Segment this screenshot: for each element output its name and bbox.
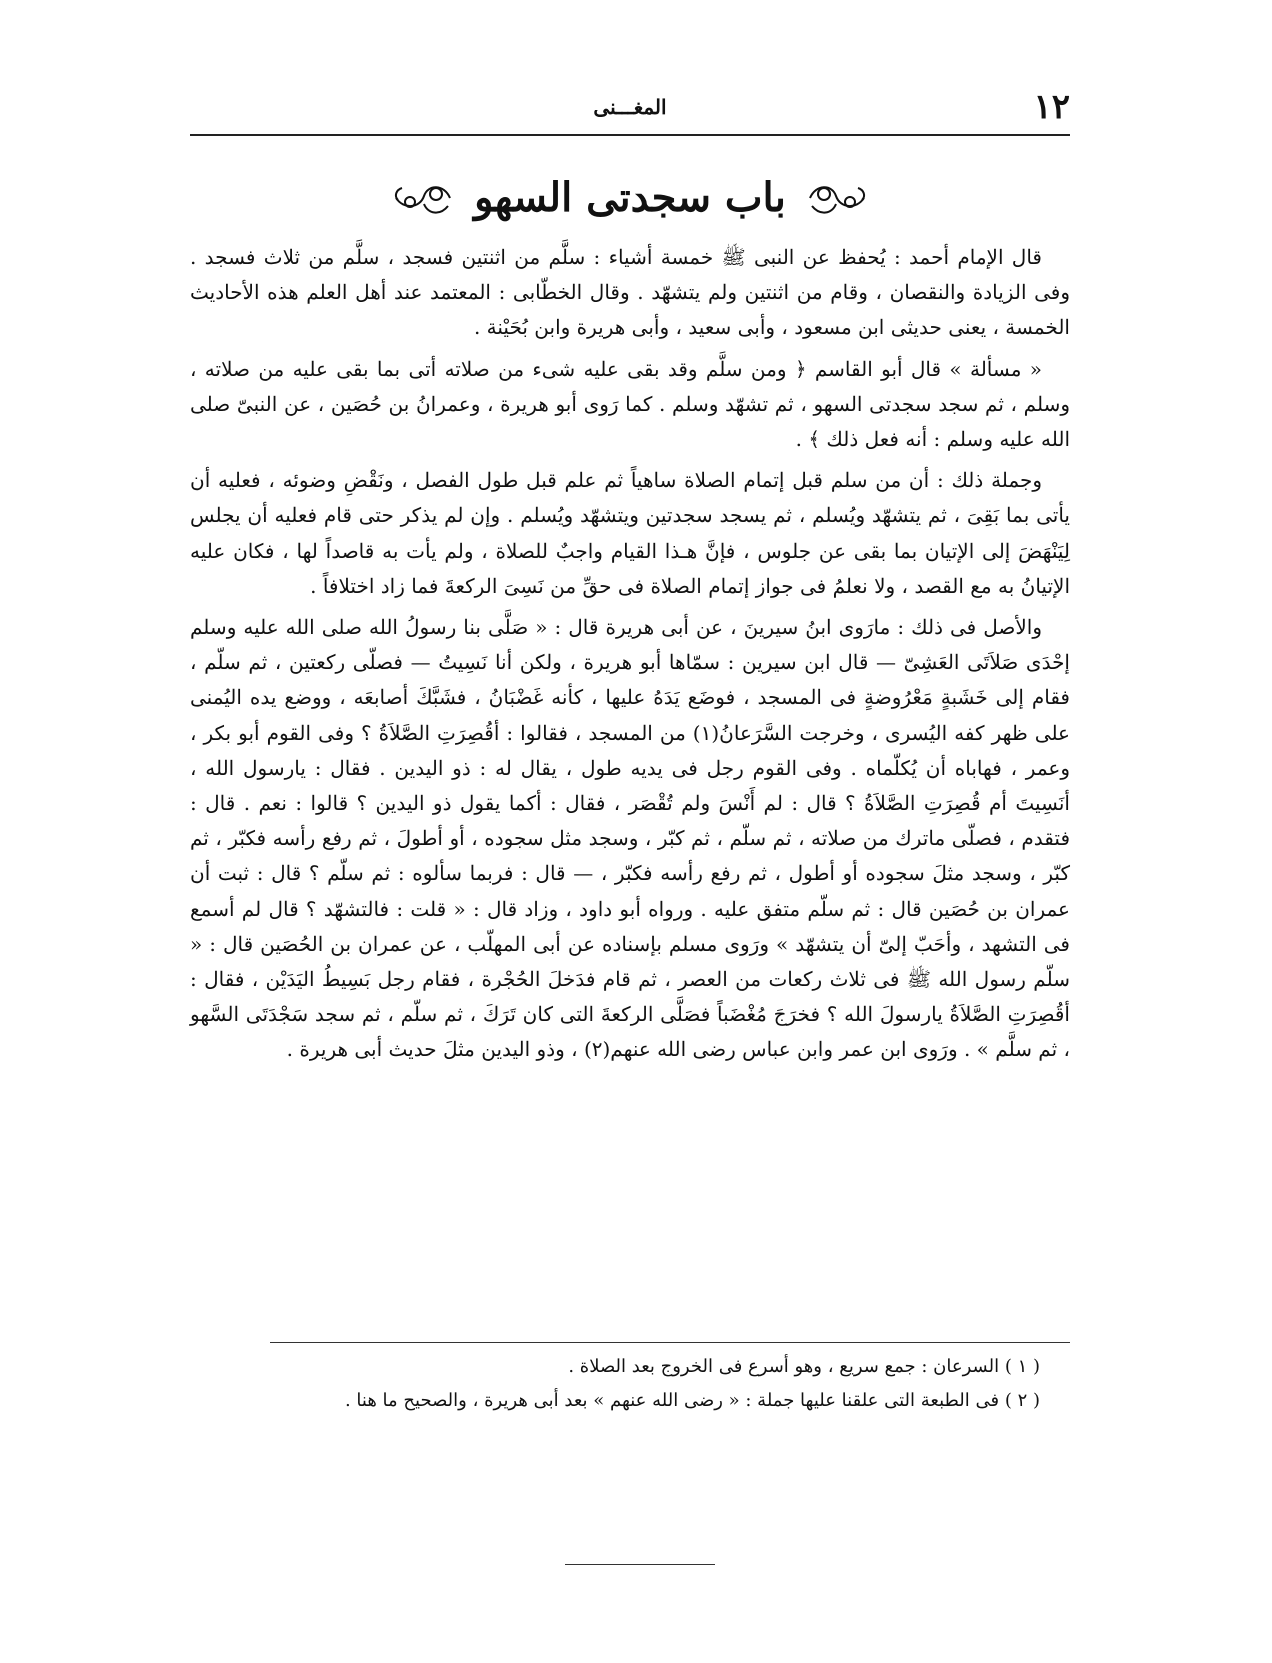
ornament-right-icon <box>802 176 872 220</box>
header-rule <box>190 134 1070 136</box>
paragraph: قال الإمام أحمد : يُحفظ عن النبى ﷺ خمسة أشياء : سلَّم من اثنتين فسجد ، سلَّم من ثلاث فسجد . وفى الزيادة والنقصان ، وقام من اثنتين ولم يتشهّد . وقال الخطّابى : المعتمد عند أهل العلم هذه الأحاديث الخمسة ، يعنى حديثى ابن مسعود ، وأبى سعيد ، وأبى هريرة وابن بُحَيْنة . <box>190 245 1070 340</box>
chapter-heading <box>190 168 1070 228</box>
paragraph: وجملة ذلك : أن من سلم قبل إتمام الصلاة ساهياً ثم علم قبل طول الفصل ، ونَقْضِ وضوئه ، فعليه أن يأتى بما بَقِىَ ، ثم يتشهّد ويُسلم ، ثم يسجد سجدتين ويتشهّد ويُسلم . وإن لم يذكر حتى قام فعليه أن يجلس لِيَنْهَضَ إلى الإتيان بما بقى عن جلوس ، فإنَّ هـذا القيام واجبٌ للصلاة ، ولم يأت به قاصداً لها ، فكان عليه الإتيانُ به مع القصد ، ولا نعلمُ فى جواز إتمام الصلاة فى حقِّ من نَسِىَ الركعةَ فما زاد اختلافاً . <box>190 468 1070 598</box>
paragraph: والأصل فى ذلك : مارَوى ابنُ سيرينَ ، عن أبى هريرة قال : « صَلَّى بنا رسولُ الله صلى الله عليه وسلم إحْدَى صَلاَتَى العَشِىّ — قال ابن سيرين : سمّاها أبو هريرة ، ولكن أنا نَسِيتُ — فصلّى ركعتين ، ثم سلّم ، فقام إلى خَشَبةٍ مَعْرُوضةٍ فى المسجد ، فوضَع يَدَهُ عليها ، كأنه غَضْبَانُ ، فشَبَّكَ أصابعَه ، ووضع يده اليُمنى على ظهر كفه اليُسرى ، وخرجت السَّرَعانُ(١) من المسجد ، فقالوا : أقُصِرَتِ الصَّلاَةُ ؟ وفى القوم أبو بكر ، وعمر ، فهاباه أن يُكلّماه . وفى القوم رجل فى يديه طول ، يقال له : ذو اليدين . فقال : يارسول الله ، أنَسِيتَ أم قُصِرَتِ الصَّلاَةُ ؟ قال : لم أَنْسَ ولم تُقْصَر ، فقال : أكما يقول ذو اليدين ؟ قالوا : نعم . قال : فتقدم ، فصلّى ماترك من صلاته ، ثم سلّم ، ثم كبّر ، وسجد مثل سجوده ، أو أطولَ ، ثم رفع رأسه فكبّر ، ثم كبّر ، وسجد مثلَ سجوده أو أطول ، ثم رفع رأسه فكبّر ، — قال : فربما سألوه : ثم سلّم ؟ قال : ثبت أن عمران بن حُصَين قال : ثم سلّم متفق عليه . ورواه أبو داود ، وزاد قال : « قلت : فالتشهّد ؟ قال لم أسمع فى التشهد ، وأحَبّ إلىّ أن يتشهّد » ورَوى مسلم بإسناده عن أبى المهلّب ، عن عمران بن الحُصَين قال : « سلّم رسول الله ﷺ فى ثلاث ركعات من العصر ، ثم قام فدَخلَ الحُجْرة ، فقام رجل بَسِيطُ اليَدَيْن ، فقال : أقُصِرَتِ الصَّلاَةُ يارسولَ الله ؟ فخرَجَ مُغْضَباً فصَلَّى الركعةَ التى كان تَرَكَ ، ثم سلّم ، ثم سجد سَجْدَتَى السَّهو ، ثم سلَّم » . ورَوى ابن عمر وابن عباس رضى الله عنهم(٢) ، وذو اليدين مثلَ حديث أبى هريرة . <box>190 615 1070 1062</box>
footnote: ( ٢ ) فى الطبعة التى علقنا عليها جملة : « رضى الله عنهم » بعد أبى هريرة ، والصحيح ما هنا . <box>344 1390 1040 1411</box>
bottom-rule <box>565 1564 715 1565</box>
running-title: المغـــنى <box>593 95 667 119</box>
chapter-title: باب سجدتى السهو <box>474 174 786 221</box>
ornament-left-icon <box>388 176 458 220</box>
footnotes <box>190 1352 1040 1420</box>
footnote: ( ١ ) السرعان : جمع سريع ، وهو أسرع فى الخروج بعد الصلاة . <box>568 1356 1040 1377</box>
paragraph: « مسألة » قال أبو القاسم ﴿ ومن سلَّم وقد بقى عليه شىء من صلاته أتى بما بقى عليه من صلاته ، وسلم ، ثم سجد سجدتى السهو ، ثم تشهّد وسلم . كما رَوى أبو هريرة ، وعمرانُ بن حُصَين ، عن النبىّ صلى الله عليه وسلم : أنه فعل ذلك ﴾ . <box>190 356 1070 452</box>
main-text <box>190 240 1070 1074</box>
page-header <box>190 86 1070 128</box>
footnote-rule <box>270 1342 1070 1343</box>
page-number: ١٢ <box>1033 87 1070 127</box>
